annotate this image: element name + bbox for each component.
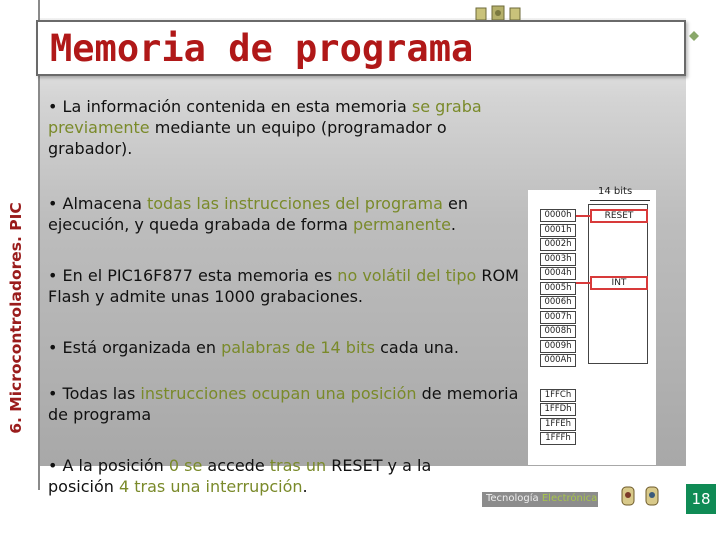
reset-vector-box: RESET — [590, 209, 648, 223]
bullet-text: RESET y a la posición — [48, 456, 432, 496]
slide-title: Memoria de programa — [50, 27, 474, 70]
highlighted-text: tras un — [269, 456, 327, 475]
memory-address-cell: 1FFDh — [540, 403, 576, 416]
bullet-text: • Está organizada en — [48, 338, 222, 357]
memory-address-cell: 0003h — [540, 253, 576, 266]
word-width-arrow — [590, 200, 650, 201]
bullet-text: • La información contenida en esta memoria — [48, 97, 412, 116]
bullet-list-item — [48, 96, 528, 159]
word-width-label: 14 bits — [598, 186, 633, 197]
memory-address-cell: 0002h — [540, 238, 576, 251]
bullet-text: en ejecución, y queda grabada de forma — [48, 194, 468, 234]
bullet-text: • Todas las — [48, 384, 141, 403]
bullet-list-item — [48, 193, 508, 235]
bullet-list-item — [48, 337, 528, 358]
bullet-text: . — [302, 477, 308, 496]
bullet-text: de memoria de programa — [48, 384, 519, 424]
footer-right-text: Electrónica — [541, 493, 598, 504]
footer-left-text: Tecnología — [486, 493, 539, 504]
program-memory-diagram — [528, 186, 656, 465]
highlighted-text: palabras de 14 bits — [221, 338, 376, 357]
section-side-label: 6. Microcontroladores. PIC — [7, 202, 25, 434]
highlighted-text: permanente — [352, 215, 451, 234]
bullet-list-item — [48, 455, 488, 497]
memory-address-cell: 000Ah — [540, 354, 576, 367]
memory-address-cell: 1FFFh — [540, 432, 576, 445]
memory-address-cell: 1FFCh — [540, 389, 576, 402]
memory-address-cell: 0007h — [540, 311, 576, 324]
corner-decoration-icon — [686, 28, 702, 44]
memory-address-cell: 0000h — [540, 209, 576, 222]
highlighted-text: 4 tras una interrupción — [118, 477, 303, 496]
university-logo-icon — [596, 481, 686, 511]
bullet-text: • A la posición — [48, 456, 169, 475]
bullet-text: cada una. — [375, 338, 459, 357]
bullet-list-item — [48, 265, 523, 307]
bullet-text: accede — [202, 456, 270, 475]
memory-address-cell: 0005h — [540, 282, 576, 295]
memory-address-cell: 0006h — [540, 296, 576, 309]
interrupt-vector-box: INT — [590, 276, 648, 290]
footer-text — [486, 493, 597, 504]
title-box — [36, 20, 686, 76]
bullet-text: • En el PIC16F877 esta memoria es — [48, 266, 338, 285]
bullet-text: • Almacena — [48, 194, 147, 213]
page-number-badge: 18 — [686, 484, 716, 514]
bullet-text: mediante un equipo (programador o grabador). — [48, 118, 447, 158]
memory-address-cell: 0001h — [540, 224, 576, 237]
bullet-list-item — [48, 383, 528, 425]
highlighted-text: 0 se — [168, 456, 203, 475]
memory-address-cell: 0009h — [540, 340, 576, 353]
memory-address-cell: 1FFEh — [540, 418, 576, 431]
bullet-text: . — [450, 215, 457, 234]
bullet-text: ROM Flash y admite unas 1000 grabaciones. — [48, 266, 519, 306]
highlighted-text: instrucciones ocupan una posición — [140, 384, 417, 403]
highlighted-text: se graba previamente — [48, 97, 482, 137]
highlighted-text: todas las instrucciones del programa — [146, 194, 443, 213]
highlighted-text: no volátil del tipo — [337, 266, 477, 285]
memory-address-cell: 0004h — [540, 267, 576, 280]
memory-address-cell: 0008h — [540, 325, 576, 338]
